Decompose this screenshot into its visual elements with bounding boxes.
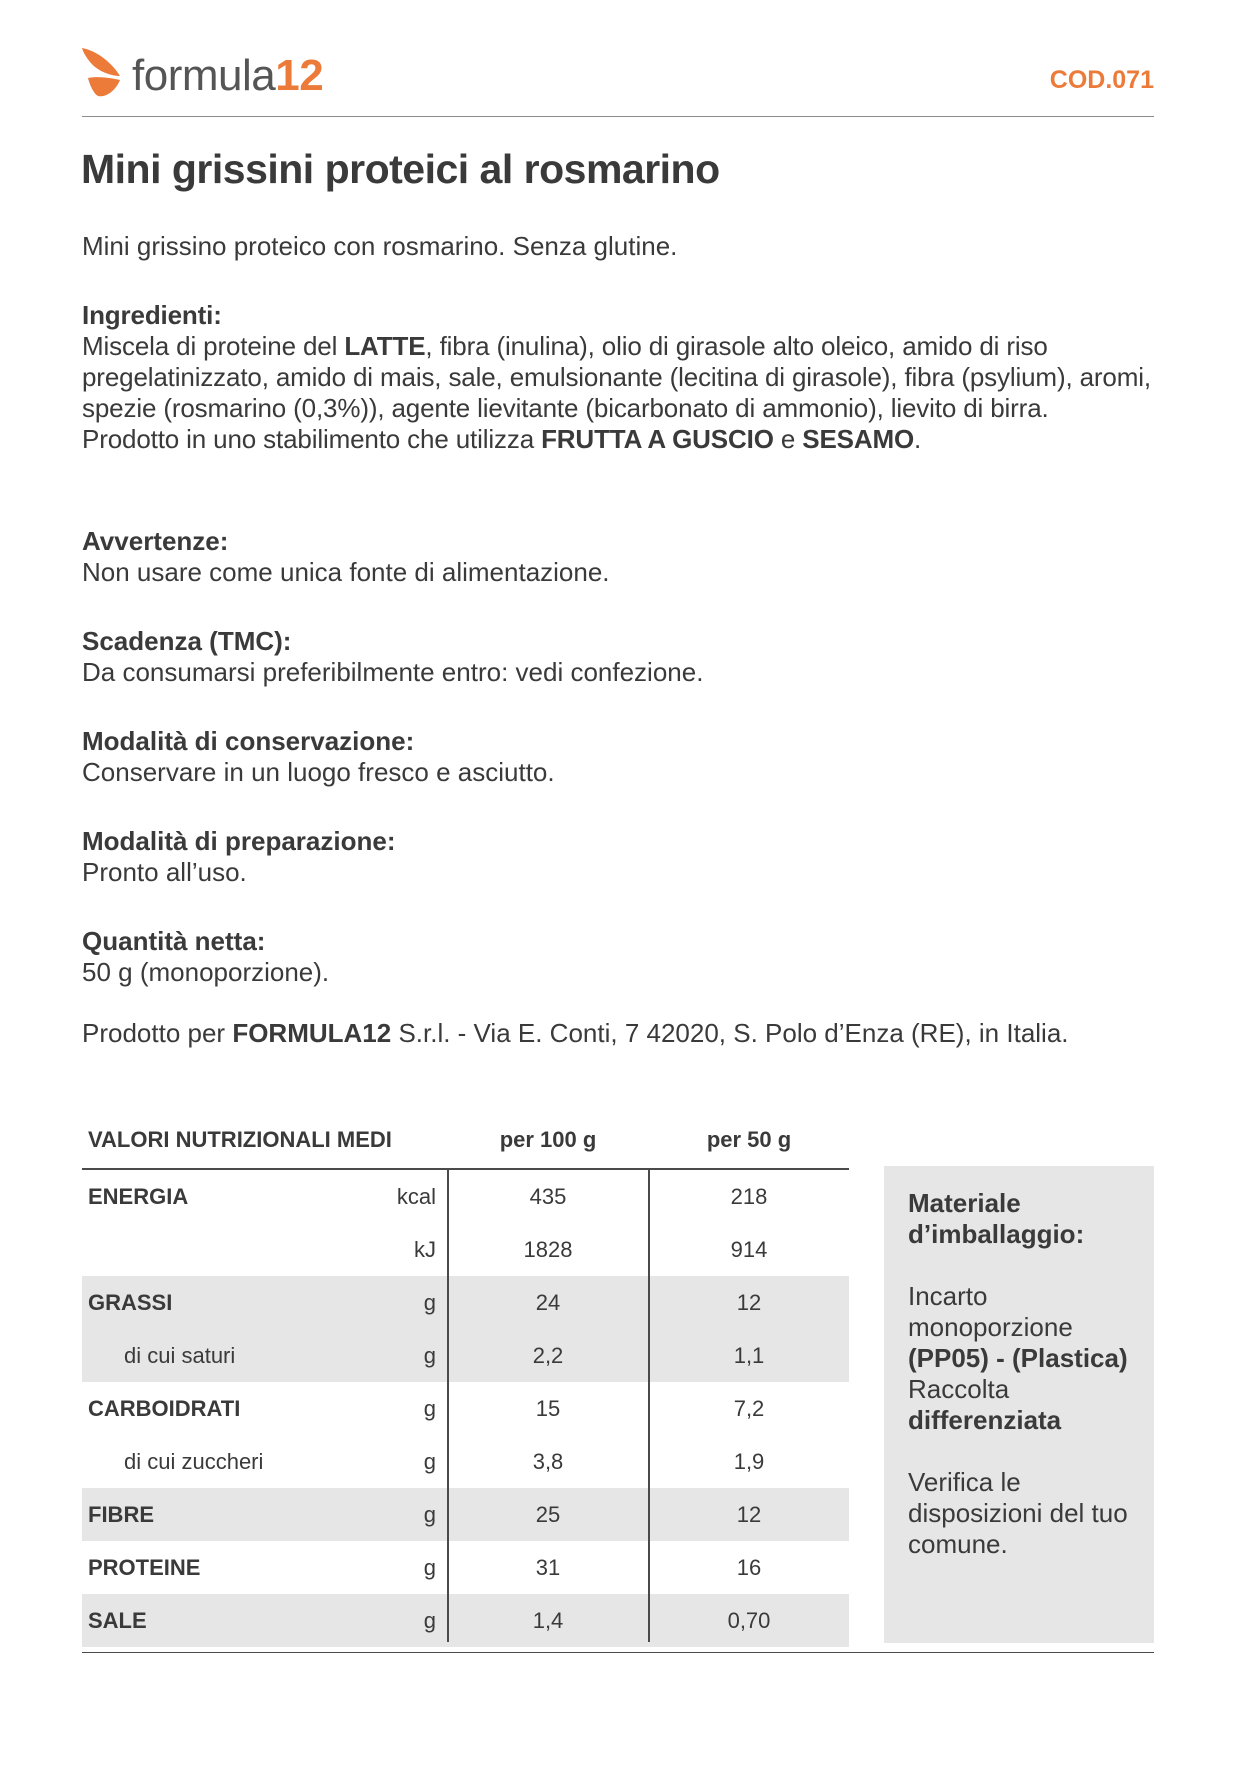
table-row-protein [82,1541,849,1594]
warnings-title: Avvertenze: [82,526,229,556]
row-per100: 3,8 [532,1449,564,1474]
net-quantity-text: 50 g (monoporzione). [82,957,330,987]
net-quantity-title: Quantità netta: [82,926,266,956]
ingredients-section [82,300,1154,455]
nutrition-table [82,1117,849,1647]
row-per100: 435 [529,1184,567,1209]
row-label: PROTEINE [88,1555,201,1580]
row-unit: g [423,1502,436,1527]
row-unit: g [423,1449,436,1474]
packaging-content [908,1188,1148,1560]
expiry-text: Da consumarsi preferibilmente entro: vedi confezione. [82,657,704,687]
row-per100: 2,2 [532,1343,564,1368]
row-per50: 914 [730,1237,768,1262]
preparation-text: Pronto all’uso. [82,857,247,887]
row-label: GRASSI [88,1290,173,1315]
packaging-box [884,1166,1154,1643]
packaging-line-1: Incarto monoporzione [908,1281,1073,1342]
header-per100: per 100 g [499,1127,597,1152]
row-label: ENERGIA [88,1184,189,1209]
row-per50: 1,1 [733,1343,765,1368]
packaging-note: Verifica le disposizioni del tuo comune. [908,1467,1128,1559]
allergen-nuts: FRUTTA A GUSCIO [541,424,774,454]
table-row-carbs [82,1382,849,1435]
row-unit: g [423,1343,436,1368]
row-per100: 1,4 [532,1608,564,1633]
allergen-sesame: SESAMO [802,424,915,454]
packaging-material: (PP05) - (Plastica) [908,1343,1128,1373]
row-per50: 7,2 [733,1396,765,1421]
product-code: COD.071 [1049,66,1154,94]
product-description: Mini grissino proteico con rosmarino. Senza glutine. [82,231,678,261]
row-unit: g [423,1290,436,1315]
ingredients-title: Ingredienti: [82,300,222,330]
row-unit: kcal [396,1184,436,1209]
row-per100: 1828 [523,1237,573,1262]
row-label: di cui zuccheri [124,1449,264,1474]
ingredients-text-2: , fibra (inulina), olio di girasole alto oleico, amido di riso pregelatinizzato, amido di mais, sale, emulsionante (lecitina di girasole), fibra (psylium), aromi, spezie (rosmarino (0,3%)), agente lievitante (bicarbonato di ammonio), lievito di birra. [82,331,1151,423]
expiry-section [82,626,1154,688]
expiry-title: Scadenza (TMC): [82,626,292,656]
header-divider [82,116,1154,117]
table-bottom-rule [82,1652,1154,1653]
logo-text [132,48,323,104]
page-title: Mini grissini proteici al rosmarino [81,146,720,192]
row-per50: 1,9 [733,1449,765,1474]
row-label: di cui saturi [124,1343,236,1368]
producer-address: S.r.l. - Via E. Conti, 7 42020, S. Polo d’Enza (RE), in Italia. [391,1018,1069,1048]
storage-section [82,726,1154,788]
warnings-section [82,526,1154,588]
ingredients-text-4: e [773,424,803,454]
row-unit: g [423,1396,436,1421]
butterfly-icon [80,46,136,108]
ingredients-text-1: Miscela di proteine del [82,331,345,361]
table-row-energy-kj [82,1223,849,1276]
warnings-text: Non usare come unica fonte di alimentazione. [82,557,610,587]
producer-brand: FORMULA12 [232,1018,392,1048]
preparation-section [82,826,1154,888]
row-per100: 25 [535,1502,561,1527]
logo-number: 12 [275,51,324,100]
table-row-salt [82,1594,849,1647]
producer-prefix: Prodotto per [82,1018,233,1048]
producer-info [82,1018,1182,1049]
logo-word: formula [132,51,276,100]
packaging-line-2: Raccolta [908,1374,1010,1404]
table-row-fibre [82,1488,849,1541]
storage-text: Conservare in un luogo fresco e asciutto. [82,757,555,787]
row-per50: 12 [736,1502,762,1527]
table-row-fat [82,1276,849,1329]
row-unit: kJ [414,1237,436,1262]
allergen-milk: LATTE [344,331,426,361]
table-row-sugars [82,1435,849,1488]
row-unit: g [423,1555,436,1580]
storage-title: Modalità di conservazione: [82,726,415,756]
nutrition-table-header [82,1117,849,1170]
table-column-divider [648,1169,650,1642]
net-quantity-section [82,926,1154,988]
row-per100: 24 [535,1290,561,1315]
row-per50: 218 [730,1184,768,1209]
row-label: CARBOIDRATI [88,1396,241,1421]
row-per50: 12 [736,1290,762,1315]
header-per50: per 50 g [706,1127,792,1152]
row-unit: g [423,1608,436,1633]
ingredients-text-5: . [914,424,922,454]
brand-logo [80,46,340,108]
row-per50: 0,70 [727,1608,771,1633]
table-column-divider [447,1169,449,1642]
row-label: FIBRE [88,1502,154,1527]
packaging-title: Materiale d’imballaggio: [908,1188,1085,1249]
ingredients-text-3: Prodotto in uno stabilimento che utilizza [82,424,542,454]
table-row-energy-kcal [82,1170,849,1223]
row-per100: 15 [535,1396,561,1421]
packaging-collection: differenziata [908,1405,1062,1435]
packaging-gap [908,1436,1148,1467]
row-per50: 16 [736,1555,762,1580]
header-label: VALORI NUTRIZIONALI MEDI [88,1127,392,1152]
row-per100: 31 [535,1555,561,1580]
table-row-saturated [82,1329,849,1382]
preparation-title: Modalità di preparazione: [82,826,396,856]
row-label: SALE [88,1608,147,1633]
